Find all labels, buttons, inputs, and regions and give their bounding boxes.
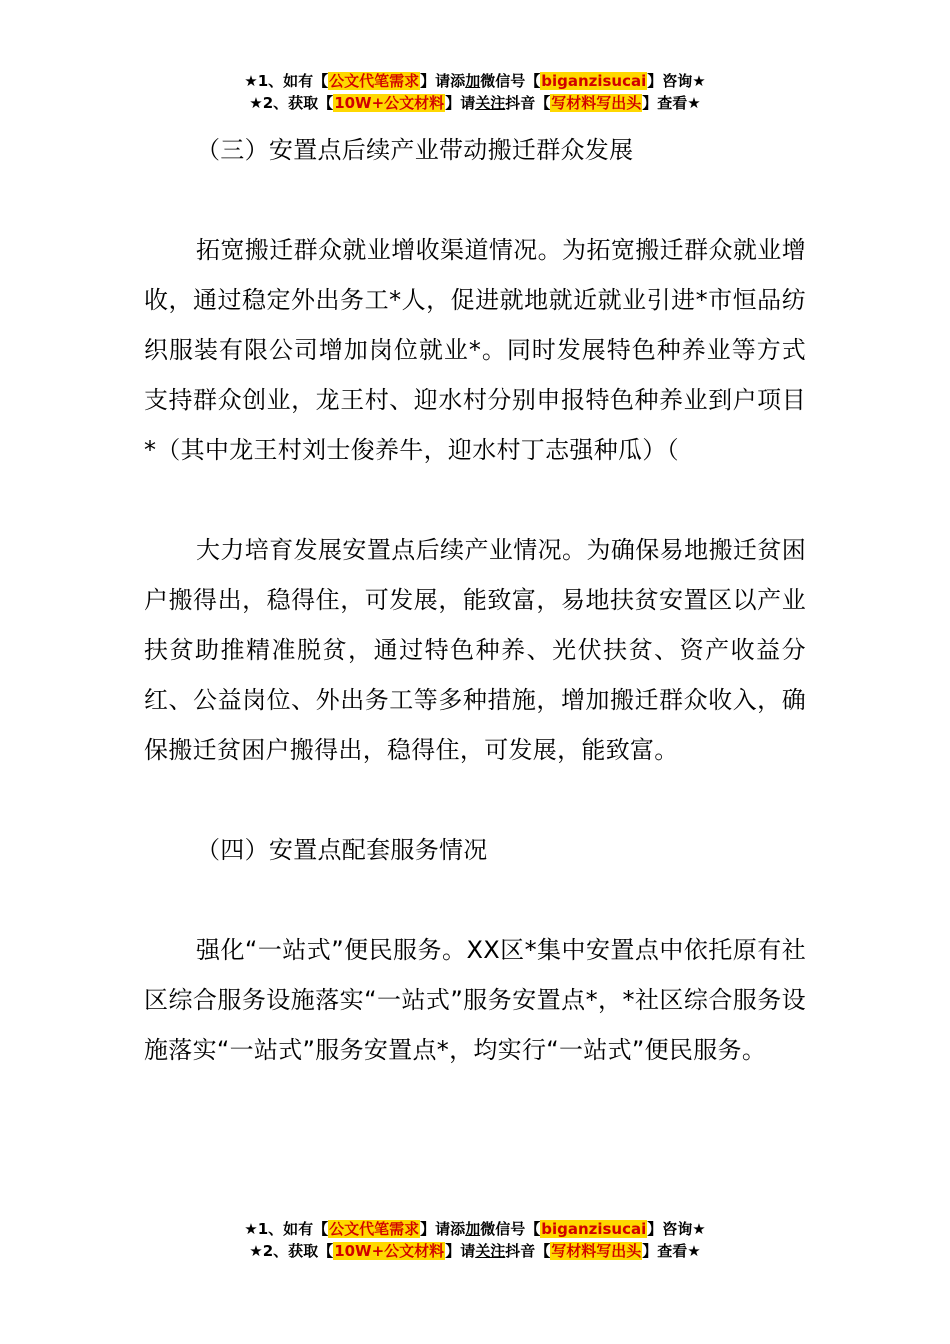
banner-text: 】请添 <box>420 1220 466 1238</box>
highlight-service: 公文代笔需求 <box>329 1220 420 1238</box>
banner-text: ★2、获取【 <box>249 94 334 112</box>
banner-text: 关注 <box>475 1242 506 1260</box>
banner-text: ★1、如有【 <box>244 72 329 90</box>
footer-banner <box>0 1218 950 1262</box>
paragraph-employment: 拓宽搬迁群众就业增收渠道情况。为拓宽搬迁群众就业增收，通过稳定外出务工*人，促进就地就近就业引进*市恒品纺织服装有限公司增加岗位就业*。同时发展特色种养业等方式支持群众创业，龙王村、迎水村分别申报特色种养业到户项目*（其中龙王村刘士俊养牛，迎水村丁志强种瓜）（ <box>144 236 806 464</box>
banner-text: ★2、获取【 <box>249 1242 334 1260</box>
document-body <box>144 125 806 1075</box>
banner-text: 】咨询★ <box>647 72 706 90</box>
banner-text: 抖音【 <box>505 94 551 112</box>
banner-text: 】咨询★ <box>647 1220 706 1238</box>
banner-text: 加 <box>465 1220 481 1238</box>
banner-text: 】查看★ <box>642 1242 701 1260</box>
banner-text: 微信号【 <box>480 1220 541 1238</box>
section-heading-4: （四）安置点配套服务情况 <box>196 836 488 864</box>
banner-text: 】查看★ <box>642 94 701 112</box>
highlight-materials: 10W+公文材料 <box>334 1242 445 1260</box>
highlight-douyin: 写材料写出头 <box>551 1242 642 1260</box>
banner-text: ★1、如有【 <box>244 1220 329 1238</box>
banner-text: 】请添 <box>420 72 466 90</box>
highlight-service: 公文代笔需求 <box>329 72 420 90</box>
header-banner <box>0 70 950 114</box>
highlight-materials: 10W+公文材料 <box>334 94 445 112</box>
banner-text: 】请 <box>445 94 476 112</box>
highlight-wechat-id: biganzisucai <box>541 72 647 90</box>
banner-text: 微信号【 <box>480 72 541 90</box>
banner-line-2 <box>0 92 950 114</box>
banner-text: 】请 <box>445 1242 476 1260</box>
banner-line-1 <box>0 70 950 92</box>
paragraph-industry: 大力培育发展安置点后续产业情况。为确保易地搬迁贫困户搬得出，稳得住，可发展，能致富，易地扶贫安置区以产业扶贫助推精准脱贫，通过特色种养、光伏扶贫、资产收益分红、公益岗位、外出务工等多种措施，增加搬迁群众收入，确保搬迁贫困户搬得出，稳得住，可发展，能致富。 <box>144 536 806 764</box>
banner-line-1 <box>0 1218 950 1240</box>
banner-text: 关注 <box>475 94 506 112</box>
section-heading-3: （三）安置点后续产业带动搬迁群众发展 <box>196 136 634 164</box>
banner-text: 抖音【 <box>505 1242 551 1260</box>
banner-text: 加 <box>465 72 481 90</box>
highlight-wechat-id: biganzisucai <box>541 1220 647 1238</box>
highlight-douyin: 写材料写出头 <box>551 94 642 112</box>
banner-line-2 <box>0 1240 950 1262</box>
paragraph-service: 强化“一站式”便民服务。XX区*集中安置点中依托原有社区综合服务设施落实“一站式”服务安置点*，*社区综合服务设施落实“一站式”服务安置点*，均实行“一站式”便民服务。 <box>144 936 806 1064</box>
